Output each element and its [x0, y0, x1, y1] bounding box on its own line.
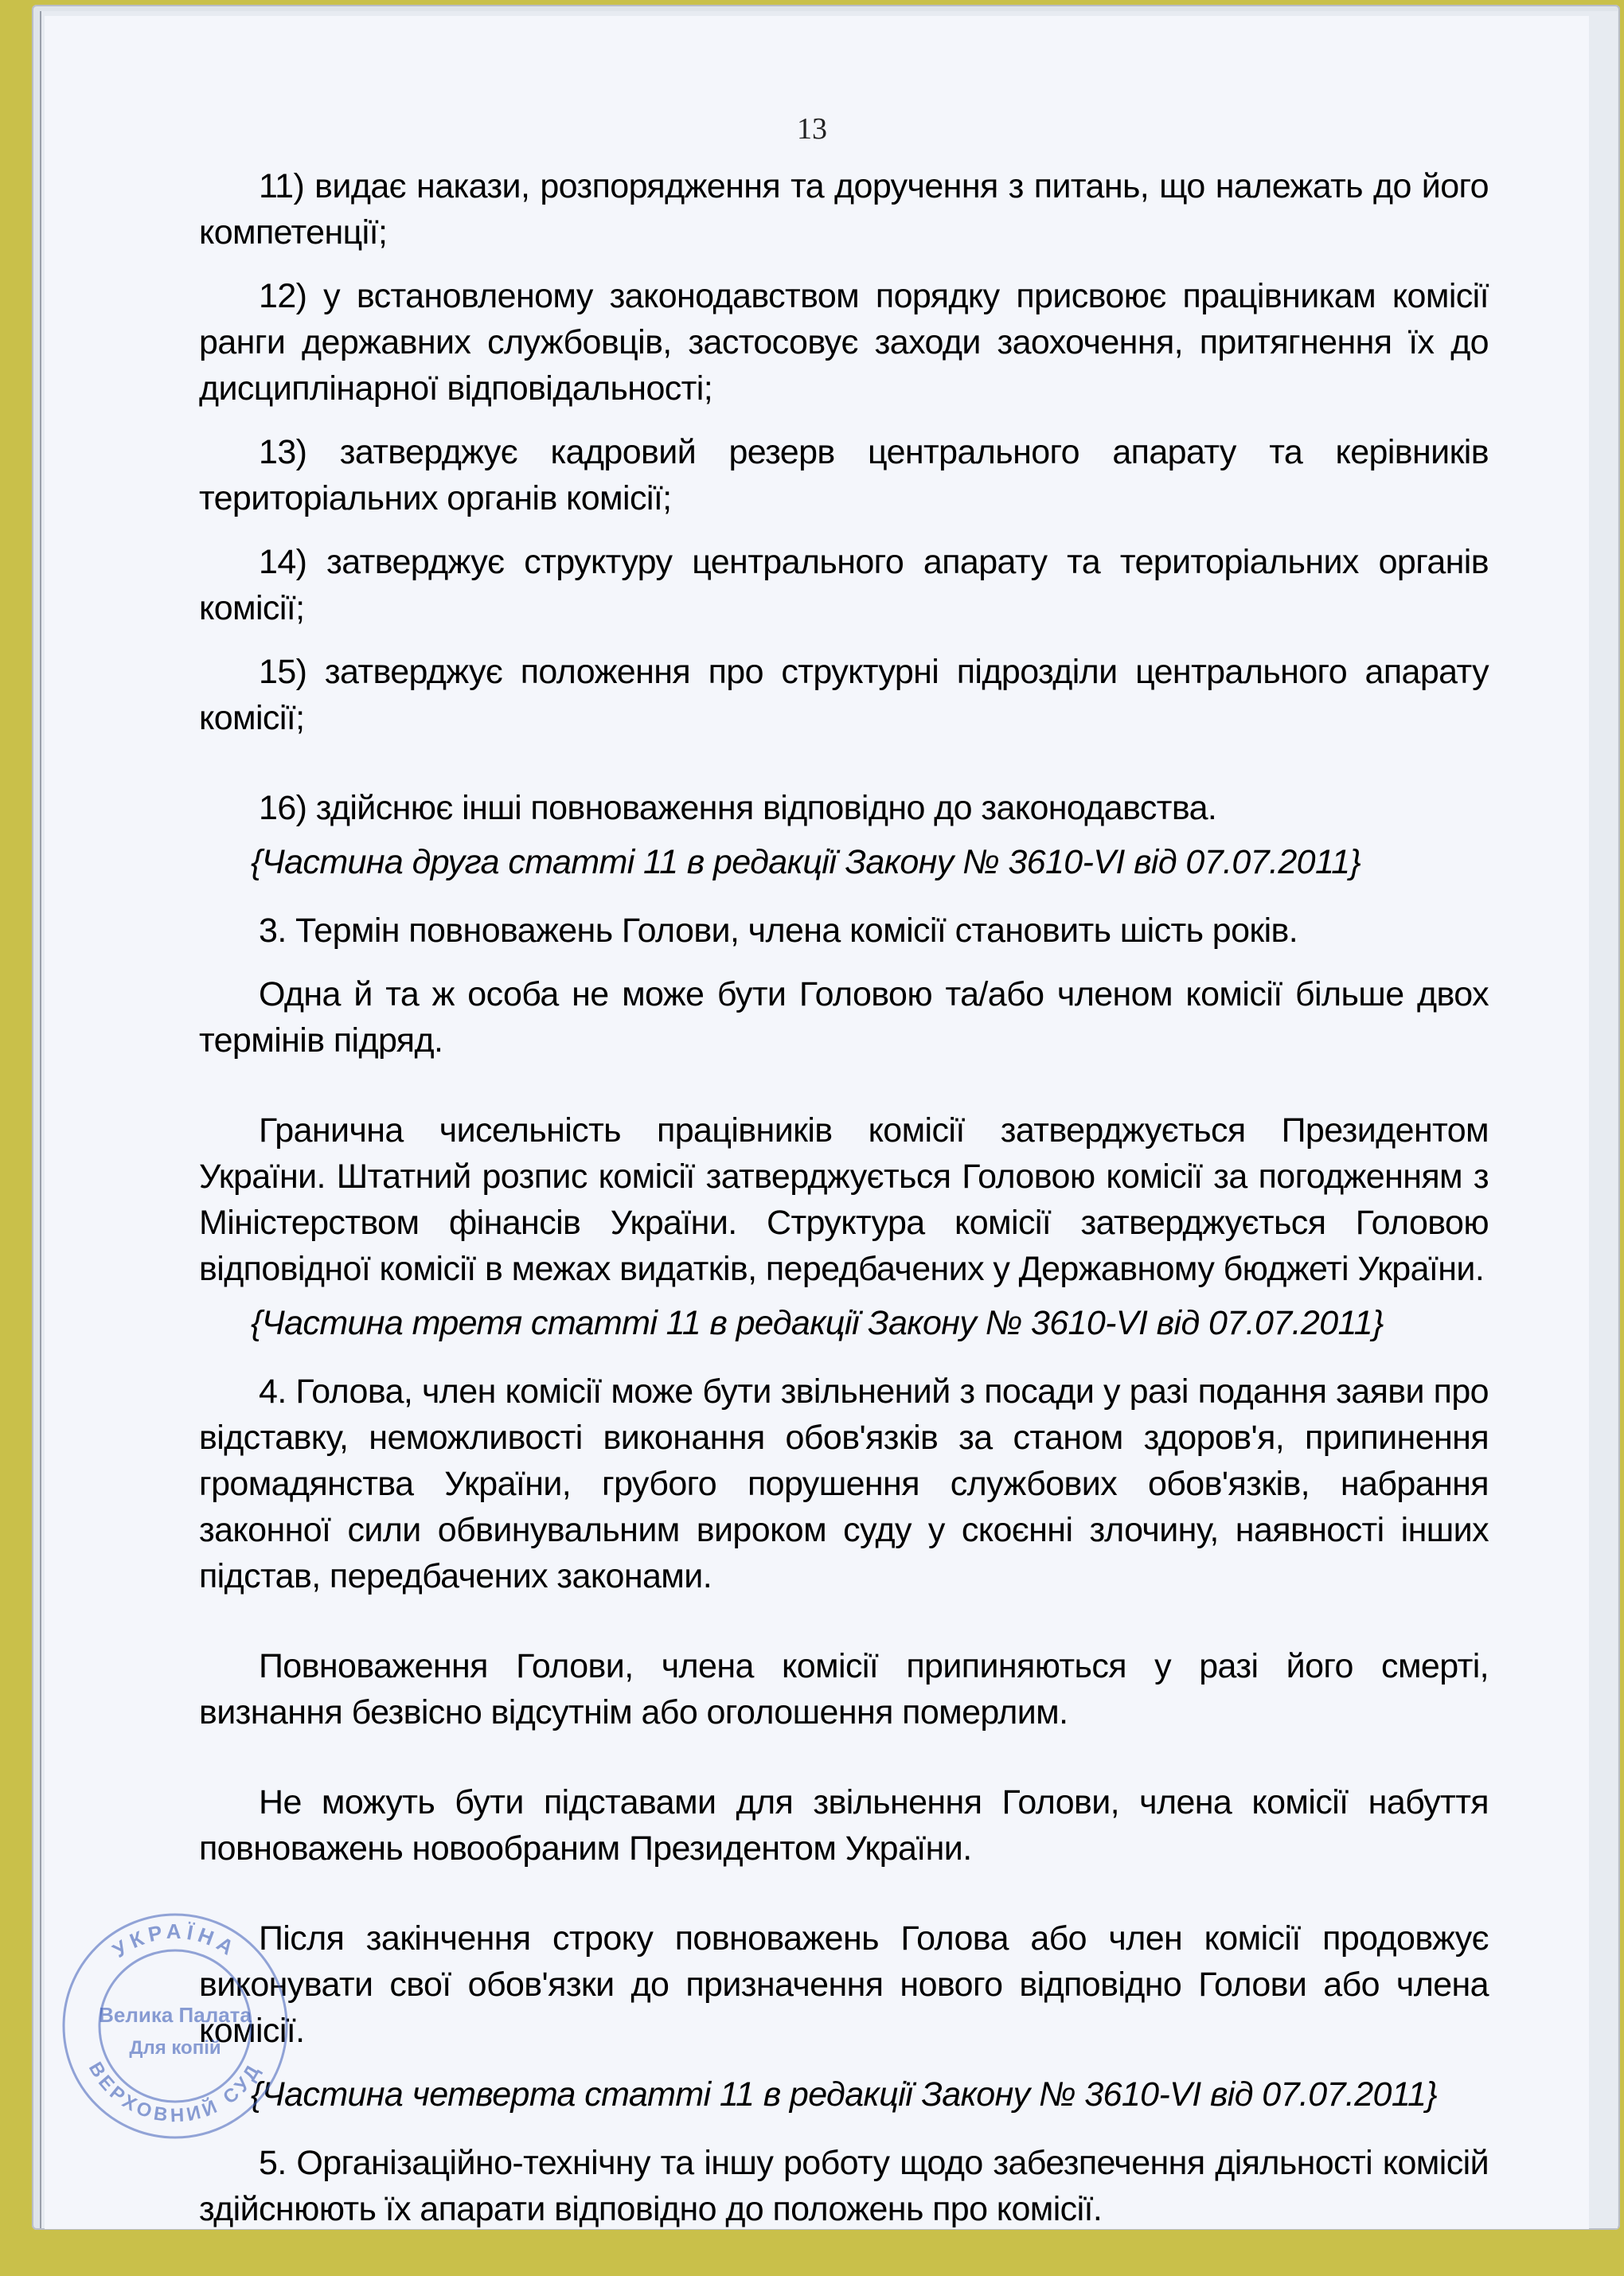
paragraph: 14) затверджує структуру центрального апарату та територіальних органів комісії;: [199, 543, 1489, 627]
amendment-note: {Частина четверта статті 11 в редакції Закону № 3610-VI від 07.07.2011}: [251, 2075, 1438, 2114]
court-stamp: [56, 1907, 295, 2145]
amendment-note: {Частина друга статті 11 в редакції Закону № 3610-VI від 07.07.2011}: [251, 843, 1361, 881]
paragraph: Не можуть бути підставами для звільнення Голови, члена комісії набуття повноважень новообраним Президентом України.: [199, 1783, 1489, 1868]
paragraph: Після закінчення строку повноважень Голова або член комісії продовжує виконувати свої обов'язки до призначення нового відповідно Голови або члена комісії.: [199, 1919, 1489, 2050]
document-body: [199, 163, 1489, 2276]
paragraph: 13) затверджує кадровий резерв центрального апарату та керівників територіальних органів комісії;: [199, 433, 1489, 517]
paragraph: 5. Організаційно-технічну та іншу роботу щодо забезпечення діяльності комісій здійснюють їх апарати відповідно до положень про комісії.: [199, 2144, 1489, 2228]
amendment-note: {Частина третя статті 11 в редакції Закону № 3610-VI від 07.07.2011}: [251, 1304, 1384, 1342]
paragraph: 3. Термін повноважень Голови, члена комісії становить шість років.: [259, 912, 1298, 950]
page-number: 13: [797, 112, 827, 146]
paragraph: 16) здійснює інші повноваження відповідно до законодавства.: [259, 789, 1217, 827]
paragraph: 12) у встановленому законодавством порядку присвоює працівникам комісії ранги державних службовців, застосовує заходи заохочення, притягнення їх до дисциплінарної відповідальності;: [199, 277, 1489, 408]
paragraph: 4. Голова, член комісії може бути звільнений з посади у разі подання заяви про відставку, неможливості виконання обов'язків за станом здоров'я, припинення громадянства України, грубого порушення службових обов'язків, набрання законної сили обвинувальним вироком суду у скоєнні злочину, наявності інших підстав, передбачених законами.: [199, 1372, 1489, 1595]
paragraph: Одна й та ж особа не може бути Головою та/або членом комісії більше двох термінів підряд.: [199, 975, 1489, 1060]
paragraph: Гранична чисельність працівників комісії затверджується Президентом України. Штатний розпис комісії затверджується Головою комісії за погодженням з Міністерством фінансів України. Структура комісії затверджується Головою відповідної комісії в межах видатків, передбачених у Державному бюджеті України.: [199, 1111, 1489, 1288]
stamp-center-line1: Велика Палата: [99, 2003, 252, 2027]
paragraph: 11) видає накази, розпорядження та доручення з питань, що належать до його компетенції;: [199, 167, 1489, 252]
stamp-center-line2: Для копій: [129, 2037, 221, 2059]
paragraph: 15) затверджує положення про структурні підрозділи центрального апарату комісії;: [199, 653, 1489, 737]
stamp-top-text: УКРАЇНА: [107, 1919, 242, 1963]
stamp-bottom-text: ВЕРХОВНИЙ СУД: [84, 2058, 267, 2127]
paragraph: Повноваження Голови, члена комісії припиняються у разі його смерті, визнання безвісно відсутнім або оголошення померлим.: [199, 1647, 1489, 1731]
